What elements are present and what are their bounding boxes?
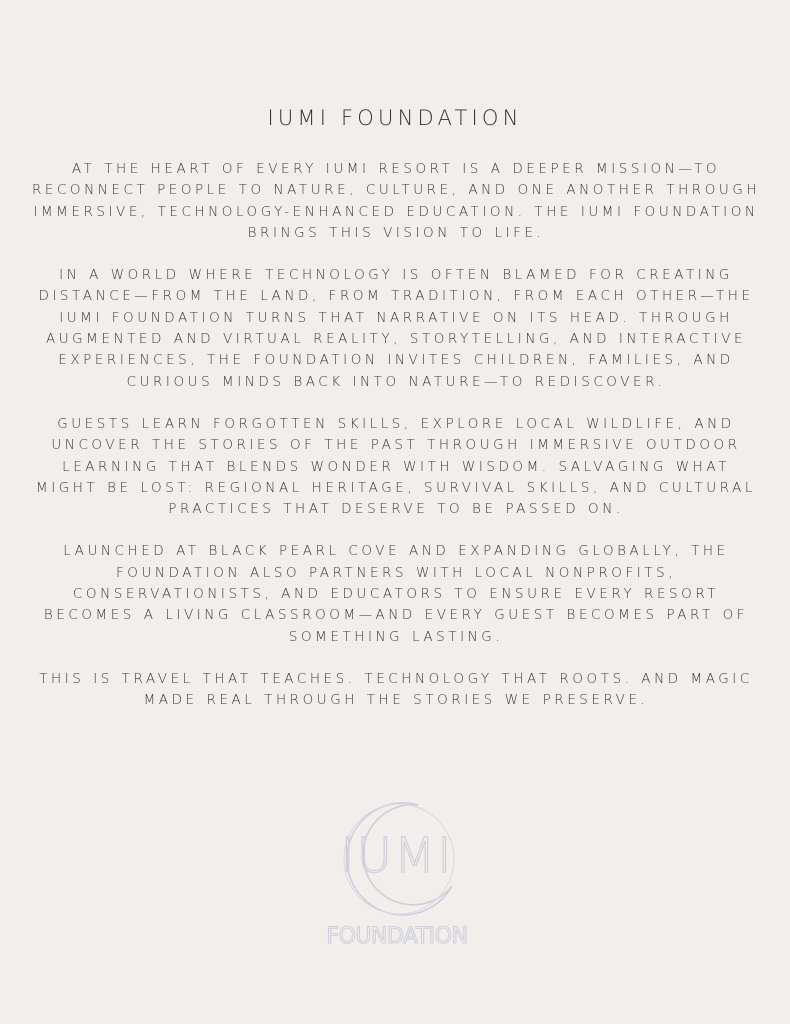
paragraph-mission: AT THE HEART OF EVERY IUMI RESORT IS A DEEPER MISSION—TO RECONNECT PEOPLE TO NATURE, CULTURE, AND ONE ANOTHER THROUGH IMMERSIVE, TECHNOLOGY-ENHANCED EDUCATION. THE IUMI FOUNDATION BRINGS THIS VISION TO LIFE. — [31, 161, 761, 241]
paragraph-closing: THIS IS TRAVEL THAT TEACHES. TECHNOLOGY THAT ROOTS. AND MAGIC MADE REAL THROUGH THE STORIES WE PRESERVE. — [39, 670, 753, 709]
body-text — [30, 159, 762, 733]
paragraph-guests: GUESTS LEARN FORGOTTEN SKILLS, EXPLORE LOCAL WILDLIFE, AND UNCOVER THE STORIES OF THE PAST THROUGH IMMERSIVE OUTDOOR LEARNING THAT BLENDS WONDER WITH WISDOM. SALVAGING WHAT MIGHT BE LOST: REGIONAL HERITAGE, SURVIVAL SKILLS, AND CULTURAL PRACTICES THAT DESERVE TO BE PASSED ON. — [36, 415, 756, 518]
paragraph-technology: IN A WORLD WHERE TECHNOLOGY IS OFTEN BLAMED FOR CREATING DISTANCE—FROM THE LAND, FROM TRADITION, FROM EACH OTHER—THE IUMI FOUNDATION TURNS THAT NARRATIVE ON ITS HEAD. THROUGH AUGMENTED AND VIRTUAL REALITY, STORYTELLING, AND INTERACTIVE EXPERIENCES, THE FOUNDATION INVITES CHILDREN, FAMILIES, AND CURIOUS MINDS BACK INTO NATURE—TO REDISCOVER. — [38, 267, 754, 390]
foundation-logo — [300, 796, 490, 956]
page-title: IUMI FOUNDATION — [267, 106, 523, 130]
paragraph-launch: LAUNCHED AT BLACK PEARL COVE AND EXPANDING GLOBALLY, THE FOUNDATION ALSO PARTNERS WITH LOCAL NONPROFITS, CONSERVATIONISTS, AND EDUCATORS TO ENSURE EVERY RESORT BECOMES A LIVING CLASSROOM—AND EVERY GUEST BECOMES PART OF SOMETHING LASTING. — [43, 543, 749, 645]
logo-wordmark: IUMI — [340, 828, 454, 884]
logo-subtitle: FOUNDATION — [326, 924, 468, 949]
